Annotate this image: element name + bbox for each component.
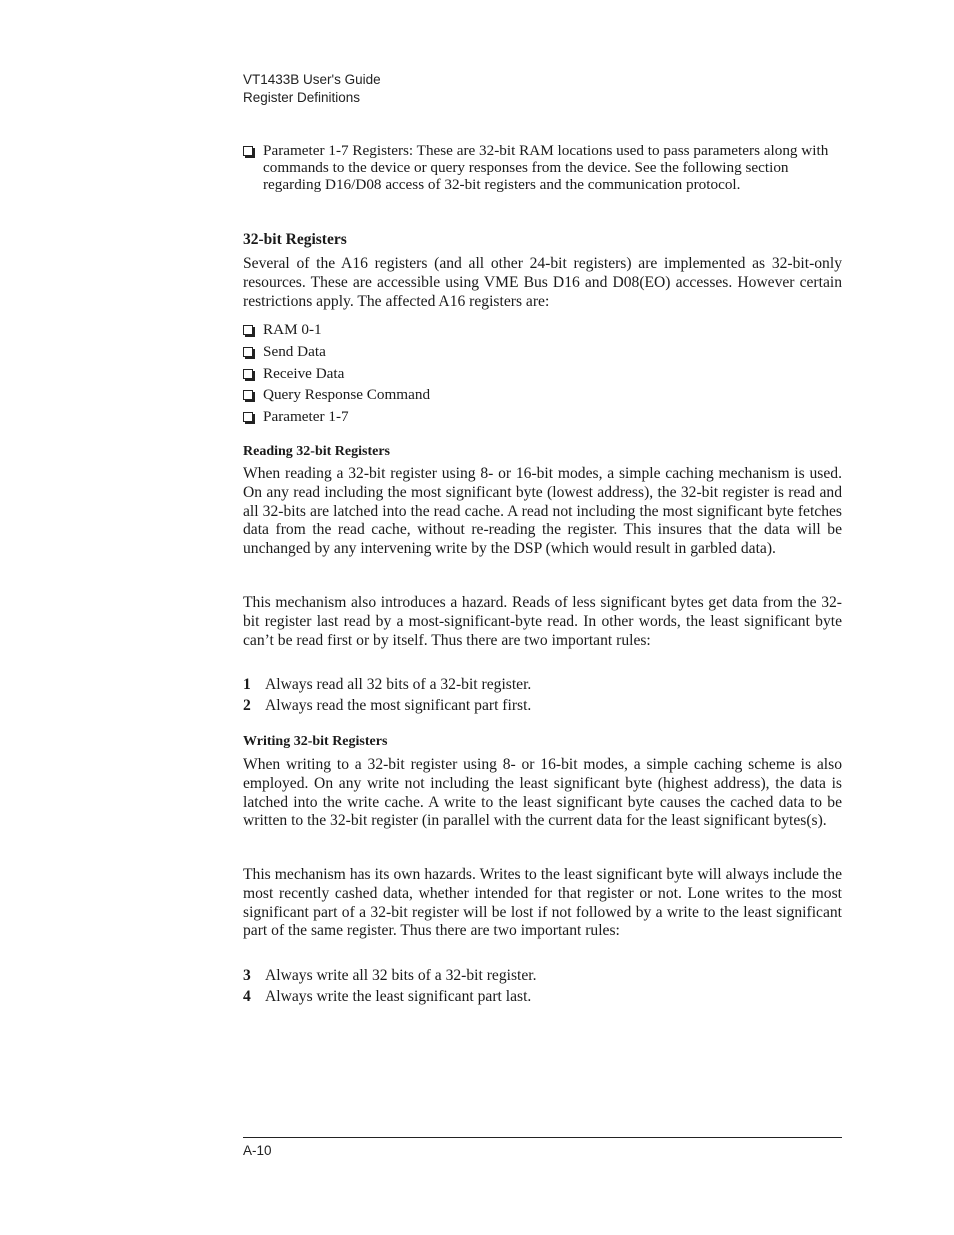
affected-register-list — [243, 322, 842, 426]
section-heading-writing: Writing 32-bit Registers — [243, 734, 388, 749]
reading-rules — [243, 675, 842, 716]
rule-item: 3 Always write all 32 bits of a 32-bit register. — [243, 967, 537, 984]
checkbox-bullet-icon — [243, 347, 253, 357]
reading-paragraph-2: This mechanism also introduces a hazard. Reads of less significant bytes get data from the 32-bit register last read by a most-significant-byte read. In other words, the least significant byte can’t be read first or by itself. Thus there are two important rules: — [243, 594, 842, 649]
list-item: Query Response Command — [243, 387, 842, 404]
rule-item: 4 Always write the least significant part last. — [243, 987, 532, 1005]
document-title: VT1433B User's Guide — [243, 72, 381, 87]
intro-bullet — [243, 143, 842, 193]
writing-paragraph-1: When writing to a 32-bit register using 8- or 16-bit modes, a simple caching scheme is also employed. On any write not including the least significant byte (highest address), the data is latched into the write cache. A write to the least significant byte causes the cached data to be written to the 32-bit register (in parallel with the current data for the least significant bytes(s). — [243, 756, 842, 830]
checkbox-bullet-icon — [243, 146, 253, 156]
section-32bit-paragraph: Several of the A16 registers (and all other 24-bit registers) are implemented as 32-bit-only resources. These are accessible using VME Bus D16 and D08(EO) accesses. However certain restrictions apply. The affected A16 registers are: — [243, 255, 842, 310]
list-item: RAM 0-1 — [243, 322, 842, 339]
list-item: Send Data — [243, 344, 842, 361]
intro-bullet-text: Parameter 1-7 Registers: These are 32-bit RAM locations used to pass parameters along with commands to the device or query responses from the device. See the following section regarding D16/D08 access of 32-bit registers and the communication protocol. — [263, 142, 829, 193]
section-heading-32bit: 32-bit Registers — [243, 231, 347, 248]
page-number: A-10 — [243, 1143, 272, 1158]
footer-divider — [243, 1137, 842, 1138]
chapter-title: Register Definitions — [243, 90, 361, 105]
checkbox-bullet-icon — [243, 369, 253, 379]
section-heading-reading: Reading 32-bit Registers — [243, 444, 390, 459]
checkbox-bullet-icon — [243, 325, 253, 335]
list-item: Receive Data — [243, 366, 842, 383]
running-header — [243, 71, 381, 107]
rule-item: 1 Always read all 32 bits of a 32-bit register. — [243, 676, 532, 693]
writing-rules — [243, 966, 842, 1007]
rule-item: 2 Always read the most significant part first. — [243, 696, 532, 714]
checkbox-bullet-icon — [243, 412, 253, 422]
writing-paragraph-2: This mechanism has its own hazards. Writes to the least significant byte will always include the most recently cashed data, whether intended for that register or not. Lone writes to the most significant part of a 32-bit register will be lost if not followed by a write to the least significant part of the same register. Thus there are two important rules: — [243, 866, 842, 940]
list-item: Parameter 1-7 — [243, 409, 842, 426]
checkbox-bullet-icon — [243, 390, 253, 400]
reading-paragraph-1: When reading a 32-bit register using 8- or 16-bit modes, a simple caching mechanism is used. On any read including the most significant byte (lowest address), the 32-bit register is read and all 32-bits are latched into the read cache. A read not including the most significant byte fetches data from the read cache, without re-reading the register. This insures that the data will be unchanged by any intervening write by the DSP (which would result in garbled data). — [243, 465, 842, 558]
